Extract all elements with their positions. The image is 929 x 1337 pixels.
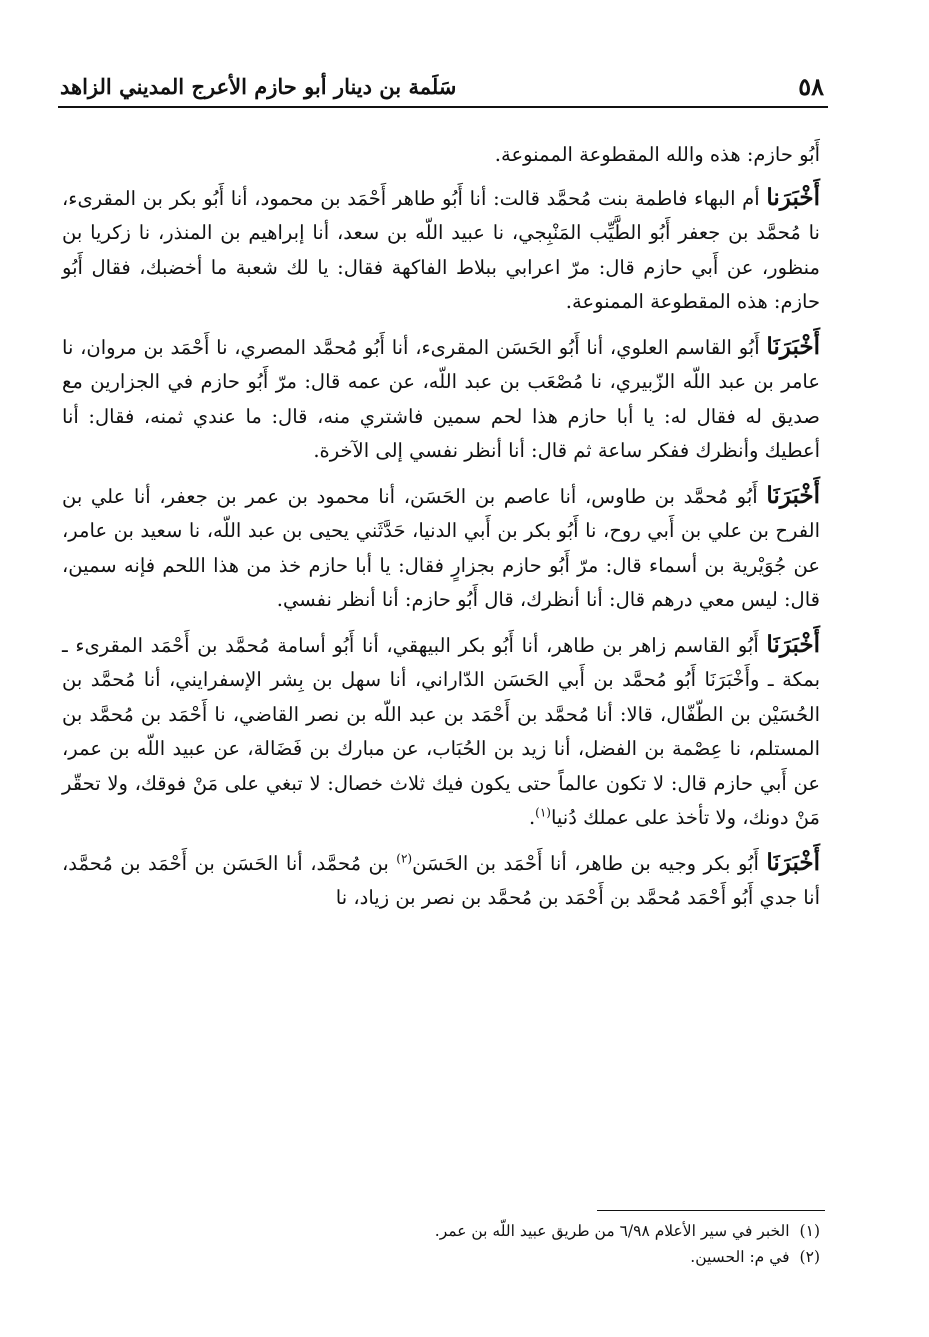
footnote-1 <box>62 1218 820 1244</box>
paragraph-6 <box>62 846 820 916</box>
paragraph-lead-word: أَخْبَرَنَا <box>766 848 820 876</box>
footnote-marker: (٢) <box>396 851 413 865</box>
footnote-number: (١) <box>799 1222 820 1240</box>
paragraph-text: أم البهاء فاطمة بنت مُحمَّد قالت: أنا أَبُو طاهر أَحْمَد بن محمود، أنا أَبُو بكر بن المقرىء، نا مُحمَّد بن جعفر أَبُو الطَّيِّب المَنْبِجي، نا عبيد اللّه بن سعد، أنا إبراهيم بن المنذر، نا زكريا بن منظور، عن أَبي حازم قال: مرّ اعرابي ببلاط الفاكهة فقال: يا لك شعبة ما أخضبك، فقال أَبُو حازم: هذه المقطوعة الممنوعة. <box>62 186 820 313</box>
footnote-marker: (١) <box>535 805 551 820</box>
paragraph-4 <box>62 479 820 618</box>
paragraph-3 <box>62 330 820 469</box>
main-text <box>62 138 820 926</box>
paragraph-text-end: بن مُحمَّد، أنا الحَسَن بن أَحْمَد بن مُحمَّد، أنا جدي أَبُو أَحْمَد مُحمَّد بن أَحْمَد بن مُحمَّد بن نصر بن زياد، نا <box>62 851 820 909</box>
running-title: سَلَمة بن دينار أبو حازم الأعرج المديني الزاهد <box>60 74 457 99</box>
paragraph-text: أَبُو مُحمَّد بن طاوس، أنا عاصم بن الحَسَن، أنا محمود بن عمر بن جعفر، أنا علي بن الفرح بن علي بن أَبي روح، نا أَبُو بكر بن أَبي الدنيا، حَدَّثَني يحيى بن عبد اللّه، نا سعيد بن عامر، عن جُوَيْرية بن أسماء قال: مرّ أَبُو حازم بجزارٍ فقال: يا أبا حازم خذ من هذا اللحم فإنه سمين، قال: ليس معي درهم قال: أنا أنظرك، قال أَبُو حازم: أنا أنظر نفسي. <box>62 484 820 611</box>
paragraph-text-end: . <box>528 806 536 829</box>
page-number: ٥٨ <box>798 72 824 101</box>
page-header <box>60 72 824 106</box>
header-divider <box>58 106 828 108</box>
paragraph-lead-word: أَخْبَرَنَا <box>766 630 820 658</box>
paragraph-5 <box>62 628 820 836</box>
paragraph-text: أَبُو القاسم زاهر بن طاهر، أنا أَبُو بكر البيهقي، أنا أَبُو أسامة مُحمَّد بن أَحْمَد المقرىء ـ بمكة ـ وأَخْبَرَنَا أَبُو مُحمَّد بن أَبي الحَسَن الدّاراني، أنا سهل بن بِشر الإسفرايني، أنا مُحمَّد بن الحُسَيْن بن الطّفّال، قالا: أنا مُحمَّد بن أَحْمَد بن عبد اللّه بن نصر القاضي، نا أَحْمَد بن مُحمَّد بن المستلم، نا عِصْمة بن الفضل، أنا زيد بن الحُبَاب، عن مبارك بن فَضَالة، عن عبيد اللّه بن عمر، عن أَبي حازم قال: لا تكون عالماً حتى يكون فيك ثلاث خصال: لا تبغي على مَنْ فوقك، ولا تحقّر مَنْ دونك، ولا تأخذ على عملك دُنيا <box>62 633 820 829</box>
footnote-text: الخبر في سير الأعلام ٦/٩٨ من طريق عبيد اللّه بن عمر. <box>434 1222 790 1240</box>
paragraph-text: أَبُو القاسم العلوي، أنا أَبُو الحَسَن المقرىء، أنا أَبُو مُحمَّد المصري، نا أَحْمَد بن مروان، نا عامر بن عبد اللّه الزّبيري، نا مُصْعَب بن عبد اللّه، عن عمه قال: مرّ أَبُو حازم في الجزارين مع صديق له فقال له: يا أبا حازم هذا لحم سمين فاشتري منه، قال: ما عندي ثمنه، فقال: أنا أعطيك وأنظرك ففكر ساعة ثم قال: أنا أنظر نفسي إلى الآخرة. <box>62 335 820 462</box>
paragraph-2 <box>62 181 820 320</box>
footnote-text: في م: الحسين. <box>690 1248 790 1266</box>
paragraph-text: أَبُو بكر وجيه بن طاهر، أنا أَحْمَد بن الحَسَن <box>412 851 767 875</box>
paragraph-1 <box>62 138 820 173</box>
paragraph-lead-word: أَخْبَرَنا <box>766 183 820 211</box>
footnote-divider <box>597 1210 825 1211</box>
paragraph-lead-word: أَخْبَرَنَا <box>766 481 820 509</box>
paragraph-lead-word: أَخْبَرَنَا <box>766 332 820 360</box>
footnote-2 <box>62 1244 820 1270</box>
footnotes <box>62 1218 820 1270</box>
footnote-number: (٢) <box>799 1248 820 1266</box>
paragraph-text: أَبُو حازم: هذه والله المقطوعة الممنوعة. <box>494 143 820 166</box>
